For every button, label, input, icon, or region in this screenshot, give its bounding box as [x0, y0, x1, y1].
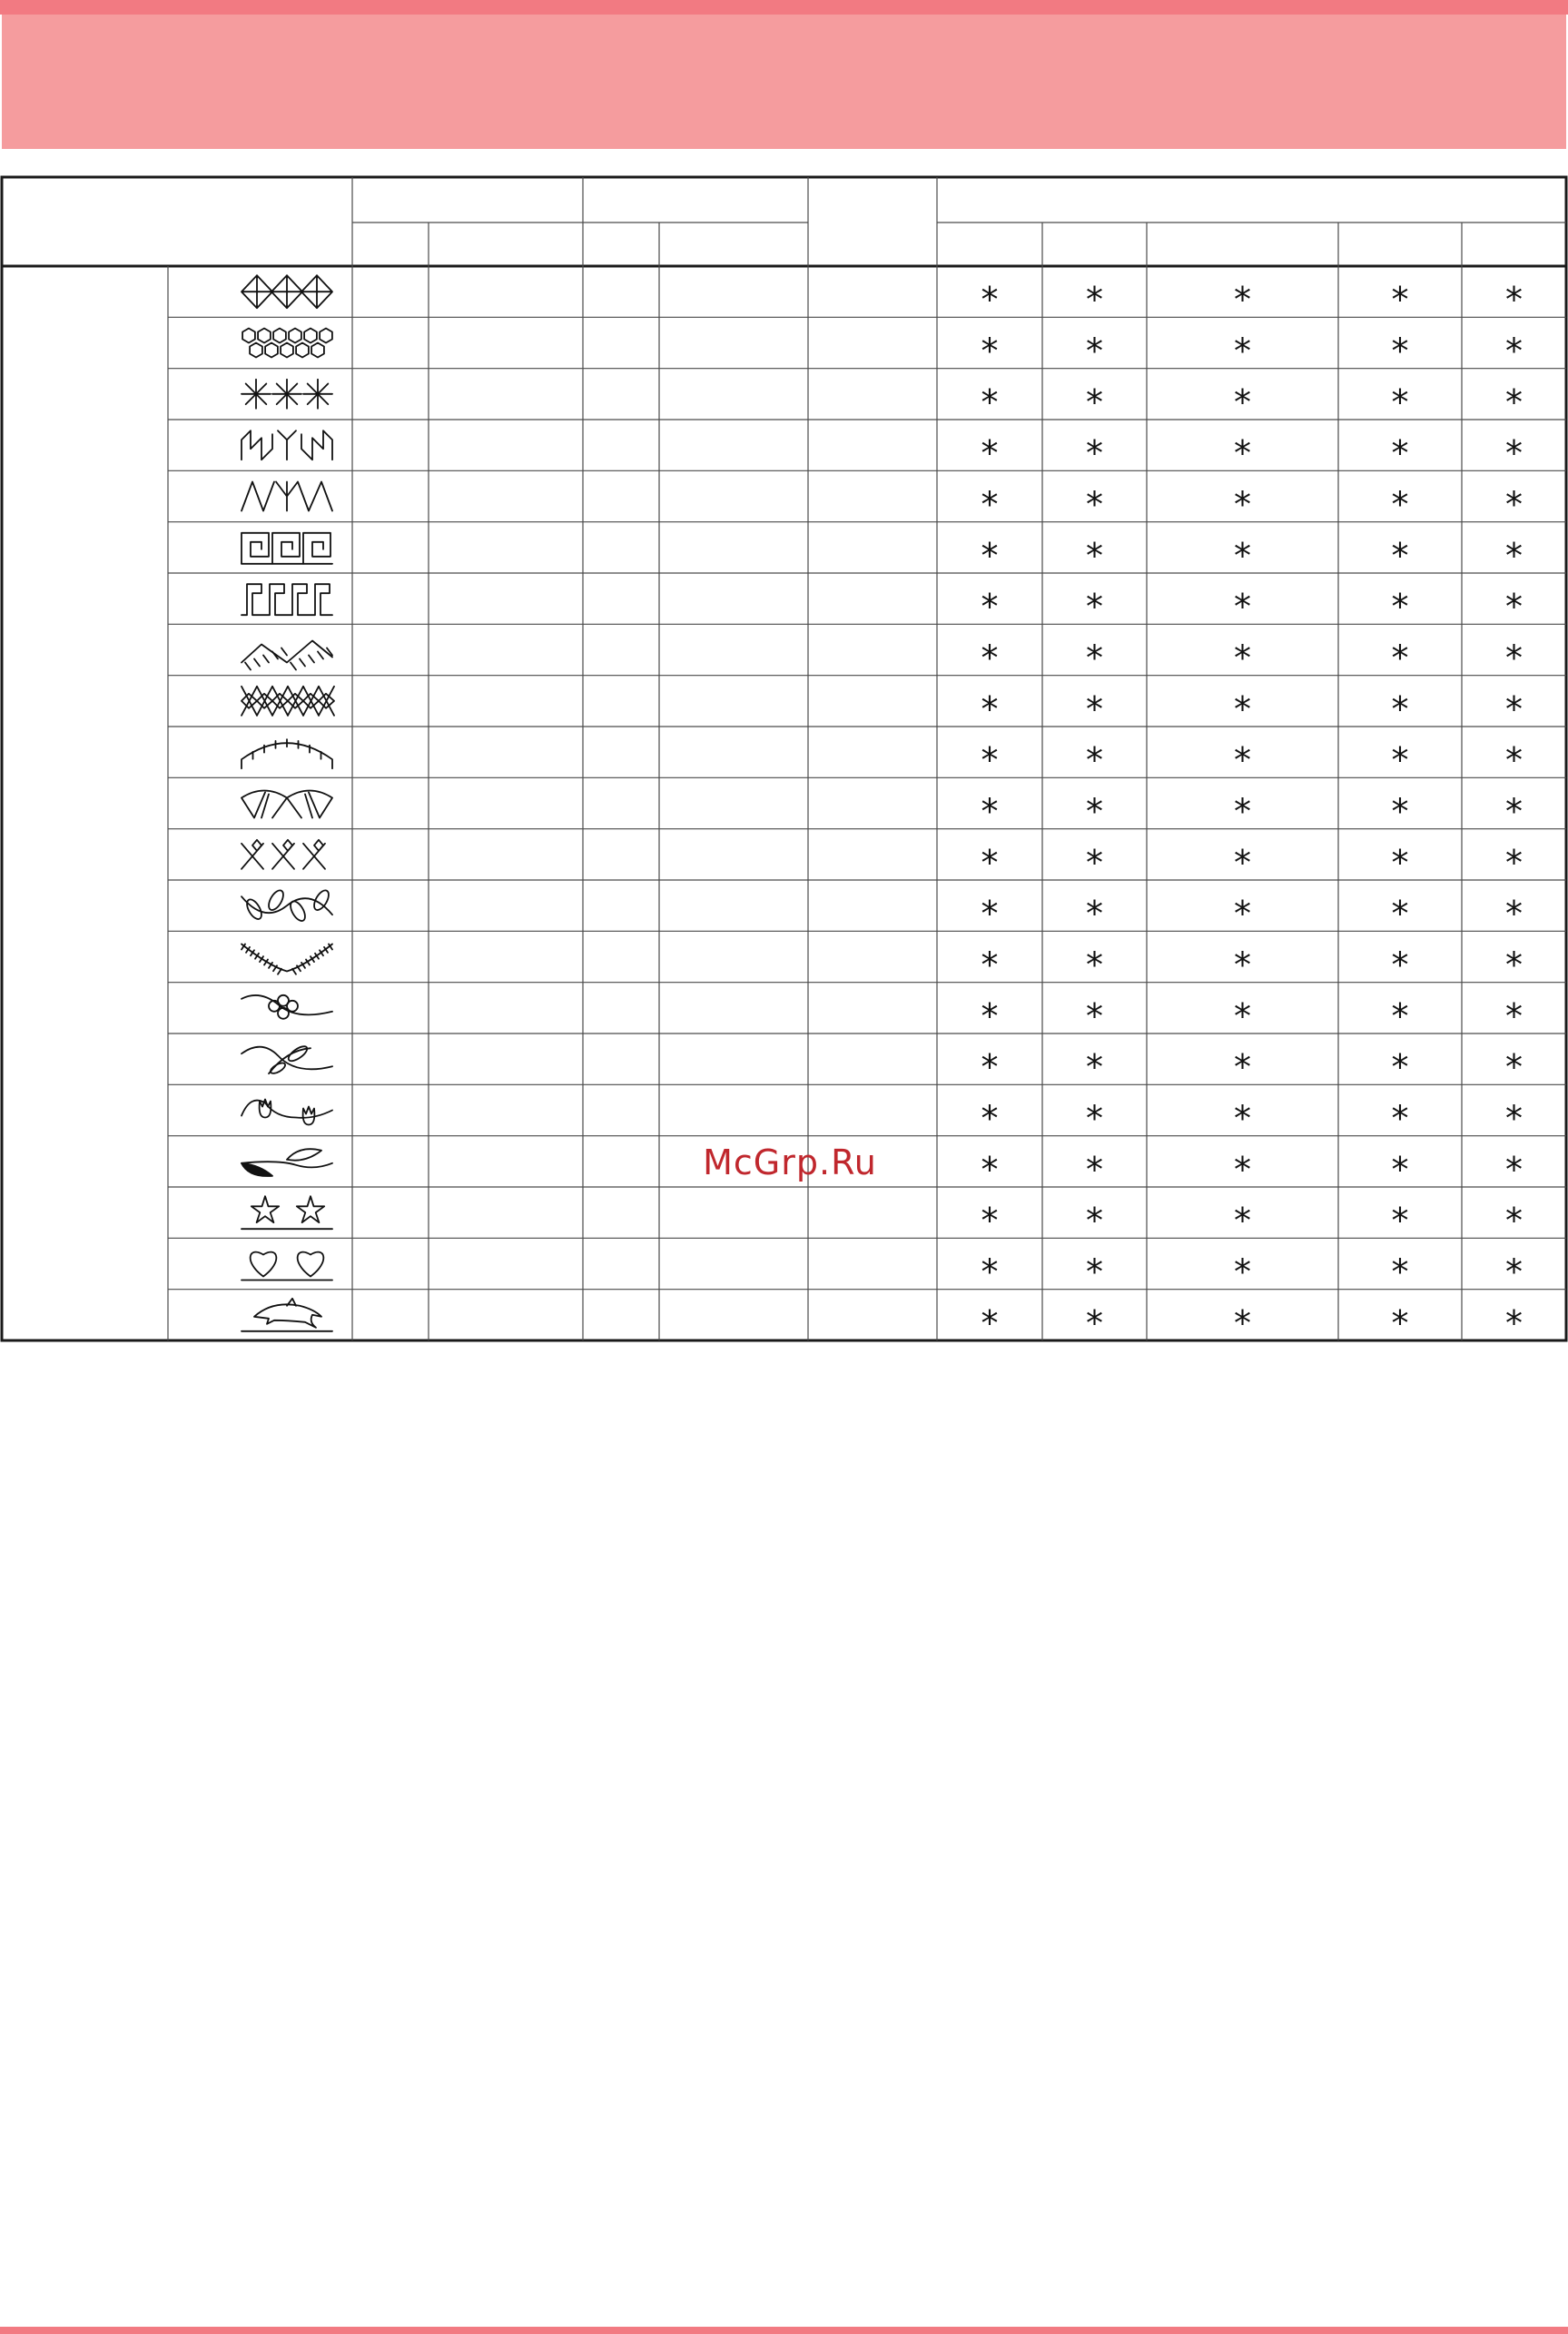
stitch-mark: * — [1086, 740, 1103, 781]
stitch-mark: * — [1391, 638, 1409, 678]
stitch-mark: * — [1234, 995, 1251, 1036]
lattice-cross-border-icon — [242, 687, 334, 716]
stitch-mark: * — [1234, 638, 1251, 678]
stitch-mark: * — [1086, 381, 1103, 422]
stitch-mark: * — [1086, 433, 1103, 474]
stitch-mark: * — [1505, 944, 1523, 985]
stitch-mark: * — [981, 944, 999, 985]
stitch-mark: * — [1086, 280, 1103, 321]
stitch-mark: * — [1505, 688, 1523, 729]
stitch-mark: * — [1086, 587, 1103, 628]
stitch-mark: * — [1391, 791, 1409, 832]
stitch-mark: * — [1391, 587, 1409, 628]
stitch-mark: * — [1391, 944, 1409, 985]
stitch-mark: * — [1391, 1047, 1409, 1088]
greek-key-spiral-border-icon — [242, 533, 332, 564]
scallop-arc-border-icon — [242, 739, 332, 768]
watermark-text: McGrp.Ru — [703, 1142, 877, 1182]
stitch-mark: * — [1505, 1047, 1523, 1088]
stitch-mark: * — [1505, 894, 1523, 935]
stitch-mark: * — [1505, 995, 1523, 1036]
stitch-mark: * — [1391, 688, 1409, 729]
stitch-mark: * — [1234, 944, 1251, 985]
stitch-mark: * — [981, 433, 999, 474]
bottom-accent-stripe — [0, 2327, 1568, 2334]
stitch-mark: * — [1391, 740, 1409, 781]
stitch-mark: * — [1234, 331, 1251, 371]
stitch-mark: * — [1234, 1302, 1251, 1343]
stitch-mark: * — [1391, 381, 1409, 422]
stitch-mark: * — [1234, 791, 1251, 832]
stitch-mark: * — [1505, 535, 1523, 576]
stitch-mark: * — [1234, 280, 1251, 321]
stitch-mark: * — [1086, 944, 1103, 985]
stitch-mark: * — [1086, 1251, 1103, 1292]
stitch-mark: * — [1391, 1098, 1409, 1139]
stitch-mark: * — [1234, 1098, 1251, 1139]
stitch-mark: * — [1234, 688, 1251, 729]
stitch-mark: * — [981, 995, 999, 1036]
stitch-mark: * — [1086, 842, 1103, 883]
stitch-mark: * — [1086, 535, 1103, 576]
stitch-mark: * — [1234, 381, 1251, 422]
leaf-vine-border-icon — [242, 888, 332, 924]
stitch-mark: * — [1505, 381, 1523, 422]
stitch-mark: * — [981, 1201, 999, 1241]
stitch-mark: * — [1391, 842, 1409, 883]
stitch-mark: * — [1234, 587, 1251, 628]
stitch-mark: * — [1234, 1149, 1251, 1190]
stitch-mark: * — [1505, 331, 1523, 371]
stitch-mark: * — [1086, 1201, 1103, 1241]
stitch-mark: * — [1391, 1201, 1409, 1241]
stitch-mark: * — [981, 1251, 999, 1292]
stitch-mark: * — [1391, 535, 1409, 576]
honeycomb-border-icon — [242, 329, 332, 358]
stitch-mark: * — [1234, 842, 1251, 883]
stitch-mark-cells — [981, 280, 1524, 1343]
stitch-mark: * — [981, 740, 999, 781]
stitch-mark: * — [1391, 331, 1409, 371]
stitch-mark: * — [1086, 638, 1103, 678]
feather-stitch-border-icon — [242, 641, 332, 670]
curl-leaf-border-icon — [242, 1043, 332, 1075]
stitch-mark: * — [1086, 791, 1103, 832]
stitch-mark: * — [1391, 894, 1409, 935]
stitch-mark: * — [1086, 1098, 1103, 1139]
fern-frond-border-icon — [242, 944, 332, 974]
stitch-mark: * — [981, 331, 999, 371]
stitch-mark: * — [1086, 484, 1103, 525]
stitch-mark: * — [981, 1302, 999, 1343]
stitch-mark: * — [981, 894, 999, 935]
stitch-mark: * — [1505, 484, 1523, 525]
diamond-border-icon — [242, 275, 332, 308]
heart-border-icon — [242, 1252, 332, 1281]
stitch-mark: * — [1086, 688, 1103, 729]
stitch-mark: * — [1234, 1251, 1251, 1292]
stitch-mark: * — [981, 842, 999, 883]
stitch-mark: * — [1086, 1302, 1103, 1343]
stitch-mark: * — [981, 1047, 999, 1088]
stitch-mark: * — [1505, 638, 1523, 678]
stitch-mark: * — [1234, 894, 1251, 935]
stitch-mark: * — [1391, 995, 1409, 1036]
stitch-mark: * — [981, 791, 999, 832]
stitch-mark: * — [1086, 1149, 1103, 1190]
stitch-mark: * — [1505, 791, 1523, 832]
stitch-mark: * — [1391, 484, 1409, 525]
stitch-mark: * — [1234, 740, 1251, 781]
stitch-mark: * — [1505, 433, 1523, 474]
dolphin-border-icon — [242, 1299, 332, 1331]
stitch-mark: * — [981, 587, 999, 628]
stitch-mark: * — [1086, 331, 1103, 371]
stitch-mark: * — [1086, 995, 1103, 1036]
stitch-mark: * — [1505, 842, 1523, 883]
greek-key-square-border-icon — [242, 584, 332, 615]
fan-arch-border-icon — [242, 791, 332, 818]
stitch-mark: * — [1391, 1149, 1409, 1190]
solid-leaf-border-icon — [242, 1149, 332, 1176]
stitch-mark: * — [981, 688, 999, 729]
stitch-mark: * — [1234, 433, 1251, 474]
stitch-mark: * — [1505, 1201, 1523, 1241]
zigzag-bracket-border-icon — [242, 430, 332, 460]
stitch-mark: * — [1505, 280, 1523, 321]
stitch-mark: * — [981, 484, 999, 525]
pattern-icon-column — [242, 275, 334, 1331]
stitch-mark: * — [1505, 1149, 1523, 1190]
stitch-mark: * — [1505, 1302, 1523, 1343]
stitch-mark: * — [1086, 894, 1103, 935]
v-branch-border-icon — [242, 482, 332, 511]
clover-vine-border-icon — [242, 995, 332, 1019]
stitch-mark: * — [981, 381, 999, 422]
stitch-mark: * — [981, 535, 999, 576]
stitch-mark: * — [1391, 1302, 1409, 1343]
stitch-mark: * — [1505, 1098, 1523, 1139]
stitch-mark: * — [1234, 484, 1251, 525]
stitch-mark: * — [1234, 1201, 1251, 1241]
stitch-mark: * — [1234, 535, 1251, 576]
star-border-icon — [242, 1196, 332, 1229]
tulip-vine-border-icon — [242, 1100, 332, 1125]
stitch-mark: * — [1505, 587, 1523, 628]
criss-cross-diamond-border-icon — [242, 840, 325, 869]
stitch-mark: * — [1505, 740, 1523, 781]
stitch-mark: * — [1391, 433, 1409, 474]
stitch-mark: * — [981, 1149, 999, 1190]
asterisk-star-border-icon — [242, 380, 332, 409]
stitch-mark: * — [1391, 280, 1409, 321]
stitch-mark: * — [981, 280, 999, 321]
stitch-mark: * — [1391, 1251, 1409, 1292]
stitch-mark: * — [1086, 1047, 1103, 1088]
stitch-mark: * — [981, 638, 999, 678]
stitch-mark: * — [981, 1098, 999, 1139]
stitch-mark: * — [1234, 1047, 1251, 1088]
stitch-mark: * — [1505, 1251, 1523, 1292]
